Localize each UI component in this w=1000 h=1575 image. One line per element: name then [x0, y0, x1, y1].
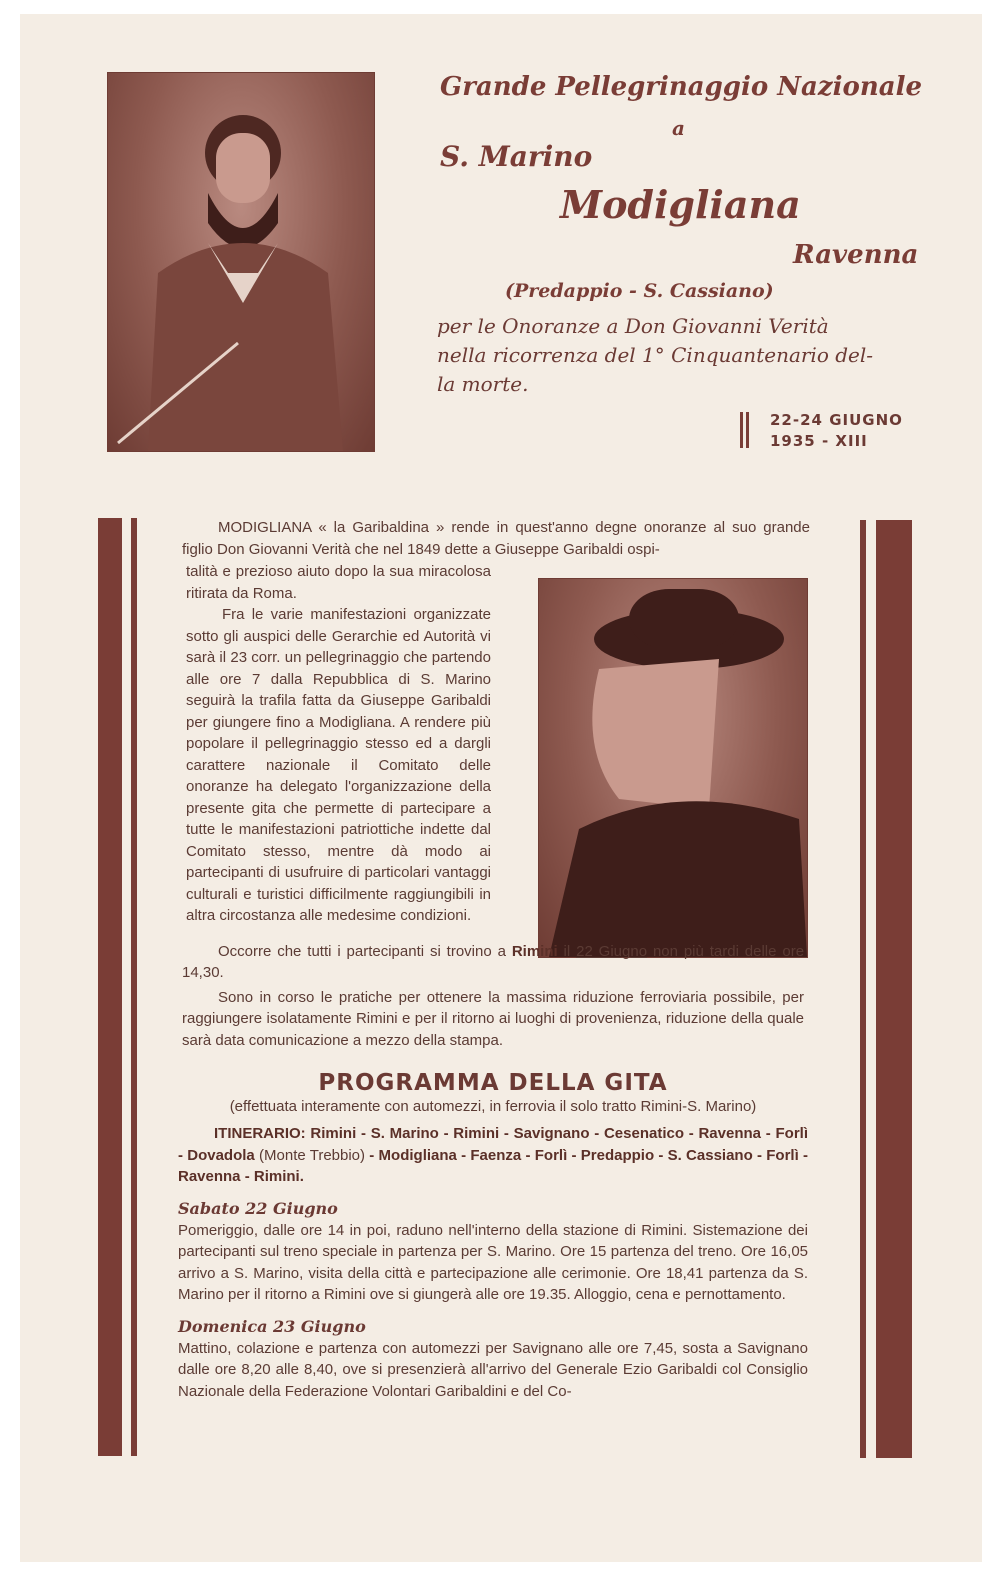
- intro-paragraph-3: [182, 941, 804, 984]
- date-range: [770, 410, 903, 452]
- text: Occorre che tutti i partecipanti si trovino a: [218, 942, 506, 960]
- text: il: [563, 942, 571, 960]
- title-line-9: la morte.: [437, 372, 529, 396]
- title-line-2: a: [672, 116, 685, 140]
- date-days: 22-24 GIUGNO: [770, 411, 903, 429]
- itinerary-stops-2: - Modigliana - Faenza - Forlì - Predappio - S. Cassiano - Forlì - Ravenna - Rimini.: [178, 1146, 809, 1185]
- itinerary-label: ITINERARIO:: [214, 1125, 306, 1142]
- text-date-underlined: 22 Giugno: [576, 942, 648, 960]
- intro-paragraph-2: Fra le varie manifestazioni organizzate sotto gli auspici delle Gerarchie ed Autorità vi sarà il 23 corr. un pellegrinaggio che partendo alle ore 7 dalla Repubblica di S. Marino seguirà la trafila fatta da Giuseppe Garibaldi per giungere fino a Modigliana. A rendere più popolare il pellegrinaggio stesso ed a dargli carattere nazionale il Comitato delle onoranze ha delegato l'organizzazione della presente gita che permette di partecipare a tutte le manifestazioni patriottiche indette dal Comitato stesso, mentre dà modo ai partecipanti di usufruire di particolari vantaggi culturali e turistici difficilmente raggiungibili in altra circostanza alle medesime condizioni.: [186, 606, 491, 924]
- right-border-thick: [876, 520, 912, 1458]
- main-flow: [178, 561, 808, 1402]
- title-line-7: per le Onoranze a Don Giovanni Verità: [437, 314, 829, 338]
- left-border-thick: [98, 518, 122, 1456]
- text: non più tardi delle ore 14,30.: [182, 942, 805, 981]
- title-line-1: Grande Pellegrinaggio Nazionale: [440, 72, 923, 102]
- intro-paragraph-4: Sono in corso le pratiche per ottenere la massima riduzione ferroviaria possibile, per raggiungere isolatamente Rimini e per il ritorno ai luoghi di provenienza, riduzione della quale sarà data comunicazione a mezzo della stampa.: [182, 988, 804, 1049]
- date-year: 1935 - XIII: [770, 432, 868, 450]
- date-divider: [746, 412, 749, 448]
- title-line-8: nella ricorrenza del 1° Cinquantenario del-: [437, 343, 874, 367]
- date-divider: [740, 412, 743, 448]
- text-rimini: Rimini: [511, 942, 558, 960]
- left-border-thin: [131, 518, 137, 1456]
- title-line-6: (Predappio - S. Cassiano): [505, 280, 774, 302]
- program-title: PROGRAMMA DELLA GITA: [318, 1070, 668, 1096]
- title-line-5: Ravenna: [793, 240, 919, 270]
- day-2-text: Mattino, colazione e partenza con automezzi per Savignano alle ore 7,45, sosta a Savignano dalle ore 8,20 alle 8,40, ove si presenzierà all'arrivo del Generale Ezio Garibaldi col Consiglio Nazionale della Federazione Volontari Garibaldini e del Co-: [178, 1339, 808, 1400]
- intro-lead: [182, 517, 810, 560]
- itinerary-note: (Monte Trebbio): [259, 1146, 366, 1164]
- day-2-title: Domenica 23 Giugno: [178, 1316, 366, 1336]
- day-1-title: Sabato 22 Giugno: [178, 1198, 338, 1218]
- day-1: [178, 1198, 808, 1306]
- intro-paragraph-1-end: talità e prezioso aiuto dopo la sua miracolosa ritirata da Roma.: [186, 563, 491, 602]
- itinerary-stops: Rimini - S. Marino - Rimini - Savignano - Cesenatico - Ravenna - Forlì - Dovadola: [178, 1125, 808, 1164]
- itinerary: [178, 1123, 808, 1188]
- day-1-text: Pomeriggio, dalle ore 14 in poi, raduno nell'interno della stazione di Rimini. Sistemazione dei partecipanti sul treno speciale in partenza per S. Marino. Ore 15 partenza del treno. Ore 16,05 arrivo a S. Marino, visita della città e partecipazione alle cerimonie. Ore 18,41 partenza da S. Marino per il ritorno a Rimini ove si giungerà alle ore 19.35. Alloggio, cena e pernottamento.: [178, 1221, 808, 1303]
- right-border-thin: [860, 520, 866, 1458]
- program-subtitle: (effettuata interamente con automezzi, in ferrovia il solo tratto Rimini-S. Marino): [229, 1098, 757, 1115]
- title-line-4: Modigliana: [560, 182, 801, 227]
- title-line-3: S. Marino: [440, 140, 593, 173]
- intro-bottom: [182, 941, 804, 1052]
- portrait-garibaldi: [107, 72, 375, 452]
- intro-column: [186, 561, 491, 927]
- day-2: [178, 1316, 808, 1403]
- intro-paragraph-1: MODIGLIANA « la Garibaldina » rende in quest'anno degne onoranze al suo grande figlio Don Giovanni Verità che nel 1849 dette a Giuseppe Garibaldi ospi-: [182, 519, 810, 558]
